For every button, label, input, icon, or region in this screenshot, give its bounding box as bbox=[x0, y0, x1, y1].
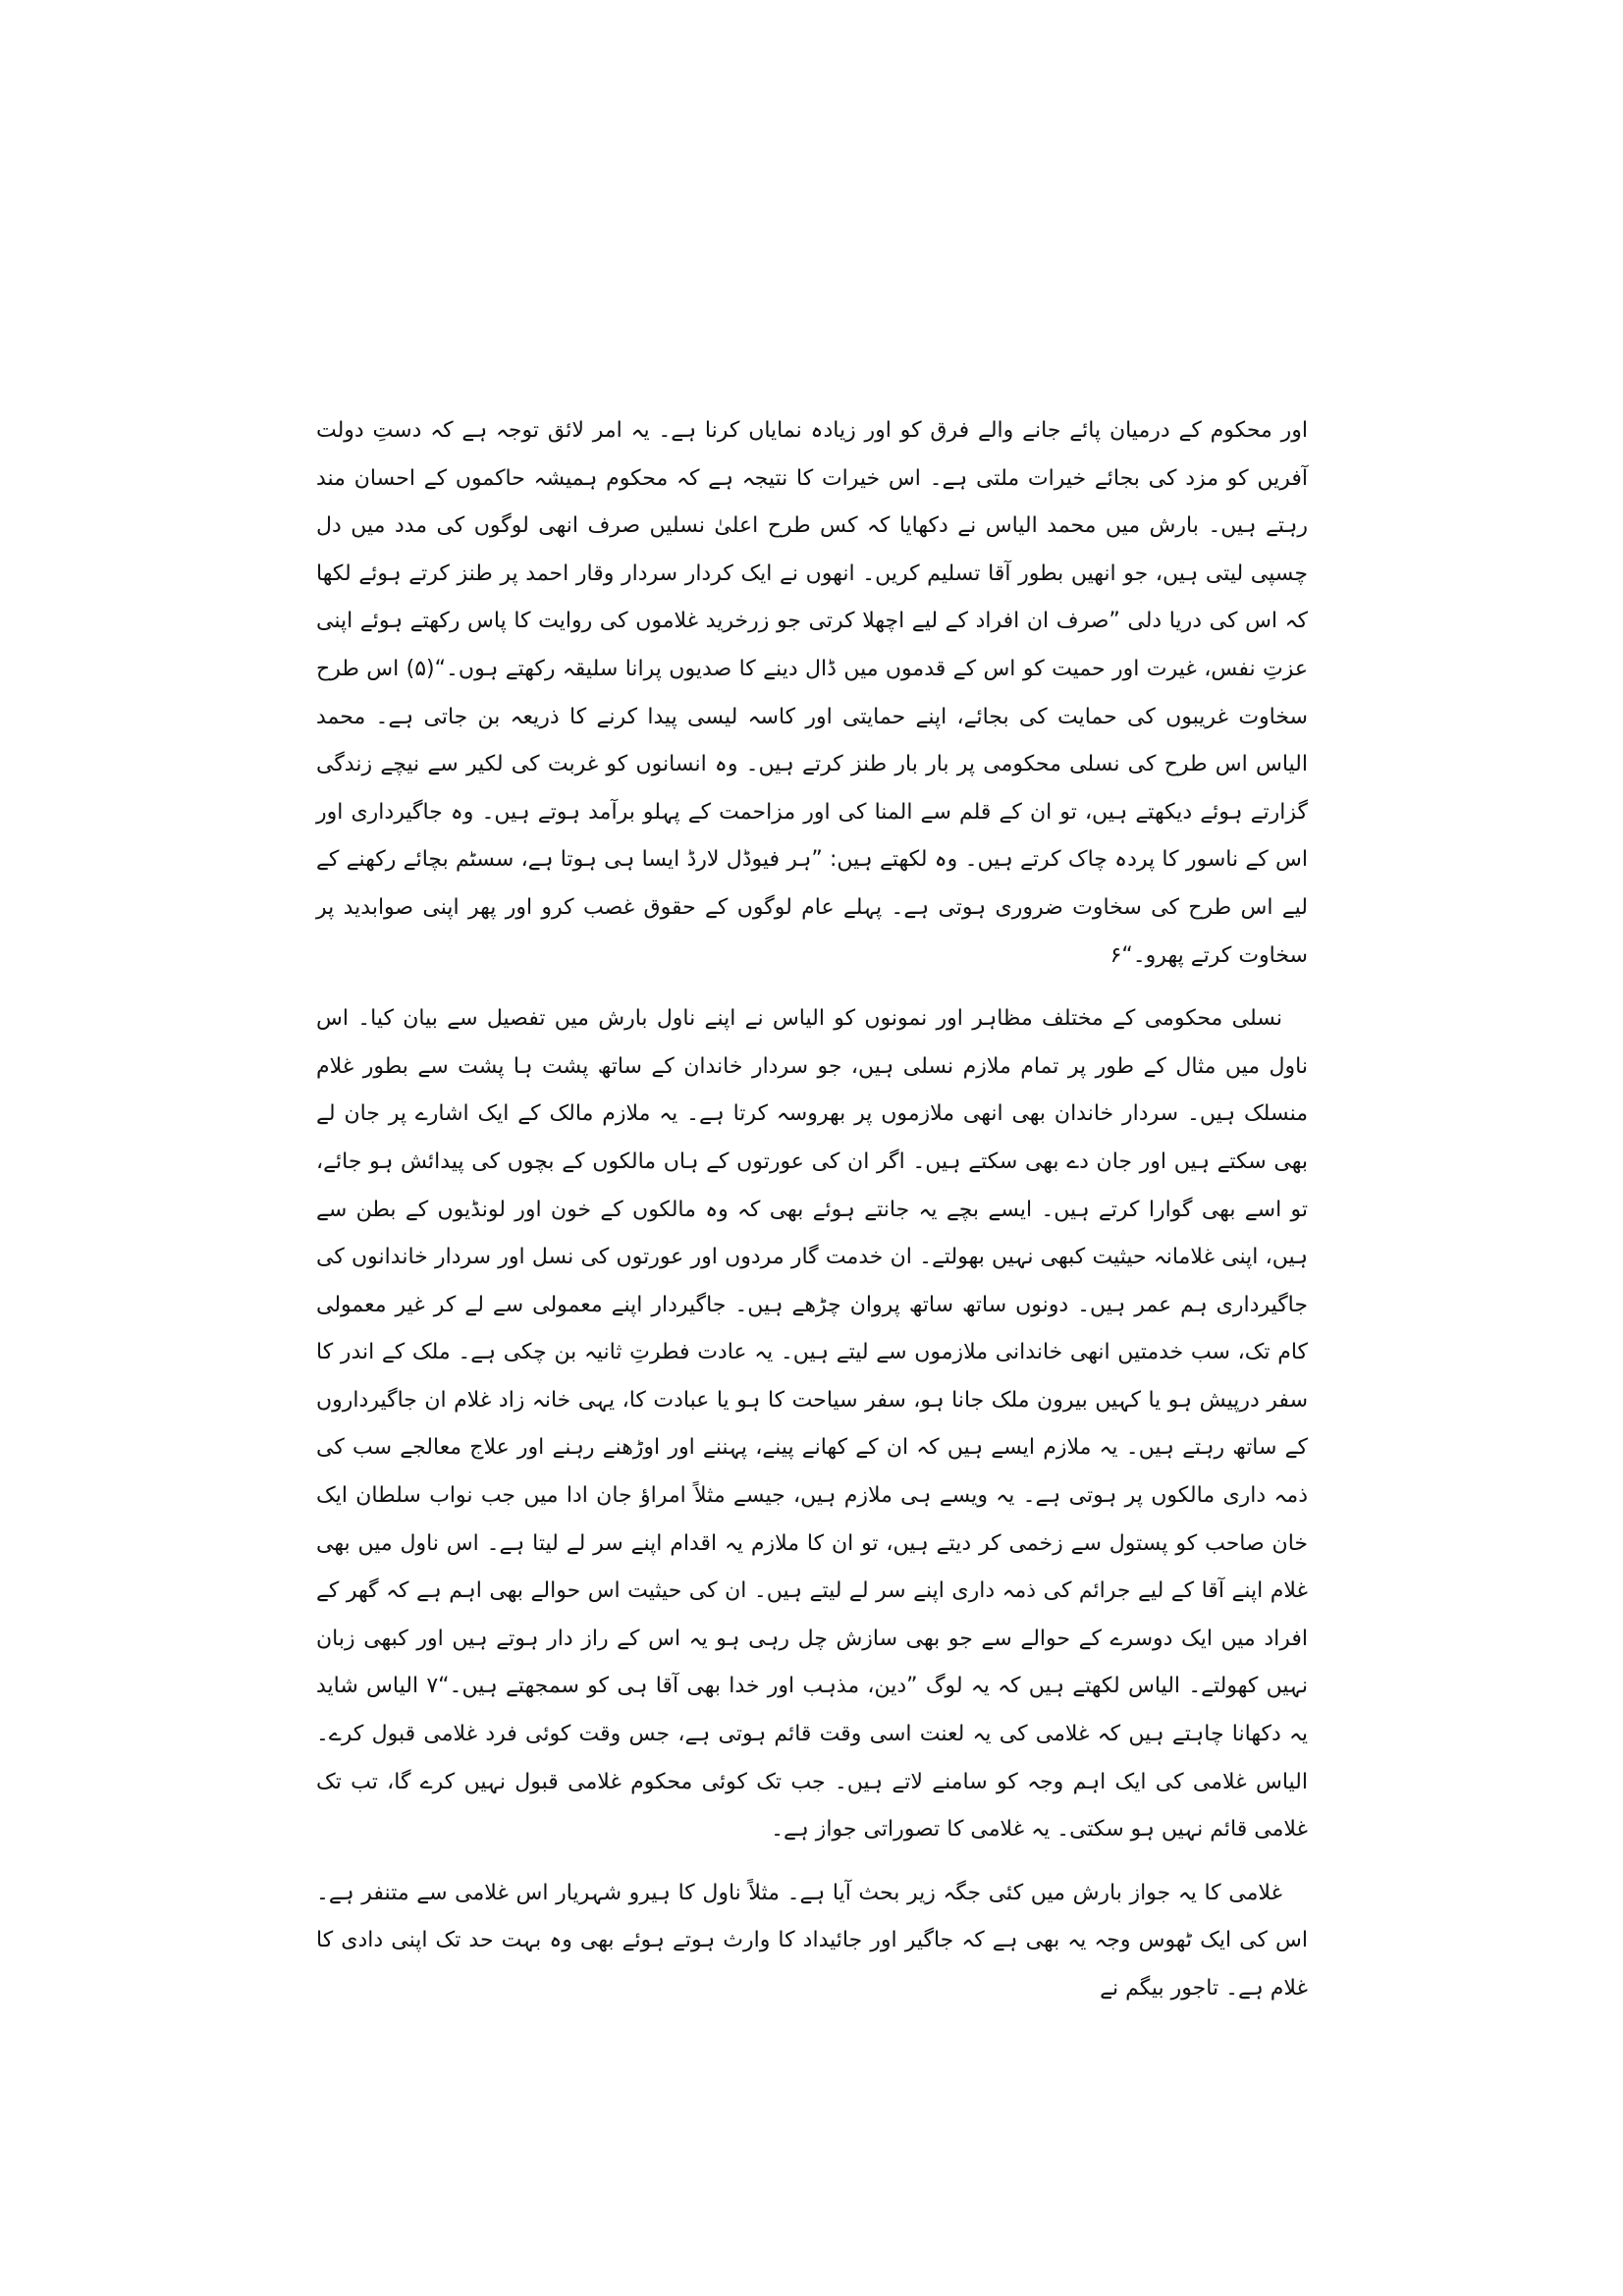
paragraph-3: غلامی کا یہ جواز بارش میں کئی جگہ زیر بحث آیا ہے۔ مثلاً ناول کا ہیرو شہریار اس غلامی سے متنفر ہے۔ اس کی ایک ٹھوس وجہ یہ بھی ہے کہ جاگیر اور جائیداد کا وارث ہوتے ہوئے بھی وہ بہت حد تک اپنی دادی کا غلام ہے۔ تاجور بیگم نے bbox=[316, 1880, 1308, 2001]
document-page bbox=[316, 407, 1308, 2013]
paragraph-1: اور محکوم کے درمیان پائے جانے والے فرق کو اور زیادہ نمایاں کرنا ہے۔ یہ امر لائق توجہ ہے کہ دستِ دولت آفریں کو مزد کی بجائے خیرات ملتی ہے۔ اس خیرات کا نتیجہ ہے کہ محکوم ہمیشہ حاکموں کے احسان مند رہتے ہیں۔ بارش میں محمد الیاس نے دکھایا کہ کس طرح اعلیٰ نسلیں صرف انھی لوگوں کی مدد میں دل چسپی لیتی ہیں، جو انھیں بطور آقا تسلیم کریں۔ انھوں نے ایک کردار سردار وقار احمد پر طنز کرتے ہوئے لکھا کہ اس کی دریا دلی ”صرف ان افراد کے لیے اچھلا کرتی جو زرخرید غلاموں کی روایت کا پاس رکھتے ہوئے اپنی عزتِ نفس، غیرت اور حمیت کو اس کے قدموں میں ڈال دینے کا صدیوں پرانا سلیقہ رکھتے ہوں۔“(۵) اس طرح سخاوت غریبوں کی حمایت کی بجائے، اپنے حمایتی اور کاسہ لیسی پیدا کرنے کا ذریعہ بن جاتی ہے۔ محمد الیاس اس طرح کی نسلی محکومی پر بار بار طنز کرتے ہیں۔ وہ انسانوں کو غربت کی لکیر سے نیچے زندگی گزارتے ہوئے دیکھتے ہیں، تو ان کے قلم سے المنا کی اور مزاحمت کے پہلو برآمد ہوتے ہیں۔ وہ جاگیرداری اور اس کے ناسور کا پردہ چاک کرتے ہیں۔ وہ لکھتے ہیں: ”ہر فیوڈل لارڈ ایسا ہی ہوتا ہے، سسٹم بچائے رکھنے کے لیے اس طرح کی سخاوت ضروری ہوتی ہے۔ پہلے عام لوگوں کے حقوق غصب کرو اور پھر اپنی صوابدید پر سخاوت کرتے پھرو۔“۶ bbox=[316, 418, 1308, 968]
paragraph-2: نسلی محکومی کے مختلف مظاہر اور نمونوں کو الیاس نے اپنے ناول بارش میں تفصیل سے بیان کیا۔ اس ناول میں مثال کے طور پر تمام ملازم نسلی ہیں، جو سردار خاندان کے ساتھ پشت ہا پشت سے بطور غلام منسلک ہیں۔ سردار خاندان بھی انھی ملازموں پر بھروسہ کرتا ہے۔ یہ ملازم مالک کے ایک اشارے پر جان لے بھی سکتے ہیں اور جان دے بھی سکتے ہیں۔ اگر ان کی عورتوں کے ہاں مالکوں کے بچوں کی پیدائش ہو جائے، تو اسے بھی گوارا کرتے ہیں۔ ایسے بچے یہ جانتے ہوئے بھی کہ وہ مالکوں کے خون اور لونڈیوں کے بطن سے ہیں، اپنی غلامانہ حیثیت کبھی نہیں بھولتے۔ ان خدمت گار مردوں اور عورتوں کی نسل اور سردار خاندانوں کی جاگیرداری ہم عمر ہیں۔ دونوں ساتھ ساتھ پروان چڑھے ہیں۔ جاگیردار اپنے معمولی سے لے کر غیر معمولی کام تک، سب خدمتیں انھی خاندانی ملازموں سے لیتے ہیں۔ یہ عادت فطرتِ ثانیہ بن چکی ہے۔ ملک کے اندر کا سفر درپیش ہو یا کہیں بیرون ملک جانا ہو، سفر سیاحت کا ہو یا عبادت کا، یہی خانہ زاد غلام ان جاگیرداروں کے ساتھ رہتے ہیں۔ یہ ملازم ایسے ہیں کہ ان کے کھانے پینے، پہننے اور اوڑھنے رہنے اور علاج معالجے سب کی ذمہ داری مالکوں پر ہوتی ہے۔ یہ ویسے ہی ملازم ہیں، جیسے مثلاً امراؤ جان ادا میں جب نواب سلطان ایک خان صاحب کو پستول سے زخمی کر دیتے ہیں، تو ان کا ملازم یہ اقدام اپنے سر لے لیتا ہے۔ اس ناول میں بھی غلام اپنے آقا کے لیے جرائم کی ذمہ داری اپنے سر لے لیتے ہیں۔ ان کی حیثیت اس حوالے بھی اہم ہے کہ گھر کے افراد میں ایک دوسرے کے حوالے سے جو بھی سازش چل رہی ہو یہ اس کے راز دار ہوتے ہیں اور کبھی زبان نہیں کھولتے۔ الیاس لکھتے ہیں کہ یہ لوگ ”دین، مذہب اور خدا بھی آقا ہی کو سمجھتے ہیں۔“۷ الیاس شاید یہ دکھانا چاہتے ہیں کہ غلامی کی یہ لعنت اسی وقت قائم ہوتی ہے، جس وقت کوئی فرد غلامی قبول کرے۔ الیاس غلامی کی ایک اہم وجہ کو سامنے لاتے ہیں۔ جب تک کوئی محکوم غلامی قبول نہیں کرے گا، تب تک غلامی قائم نہیں ہو سکتی۔ یہ غلامی کا تصوراتی جواز ہے۔ bbox=[316, 1006, 1309, 1842]
